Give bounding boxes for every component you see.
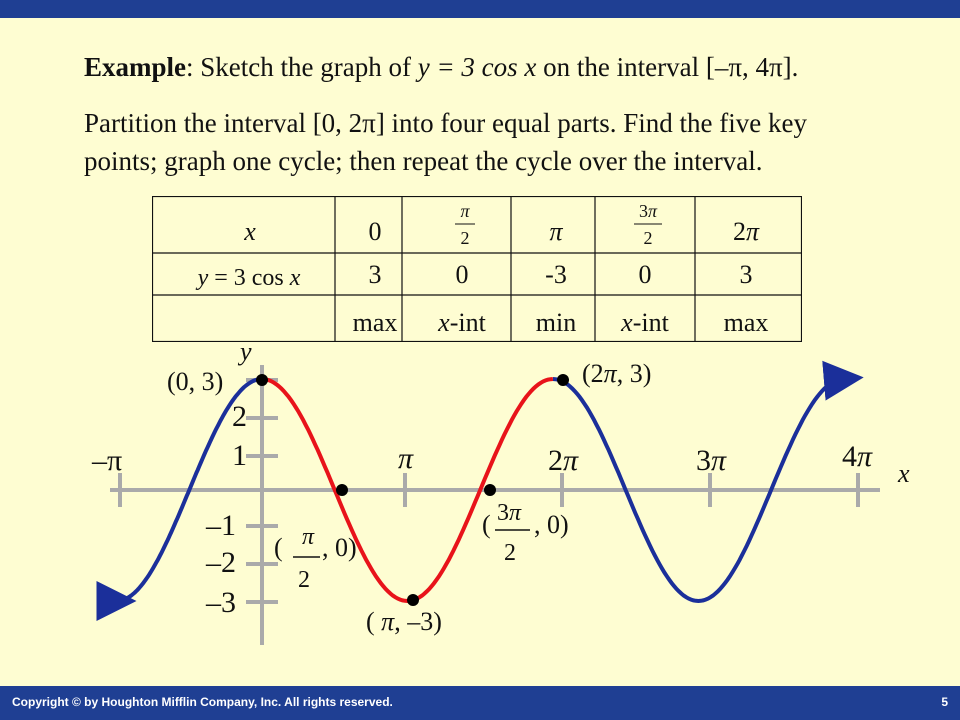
y-tick-label: –3 bbox=[206, 586, 236, 619]
y-axis-label: y bbox=[240, 337, 252, 366]
svg-text:3π: 3π bbox=[497, 500, 522, 526]
svg-text:2: 2 bbox=[460, 228, 470, 248]
table-x-value: π bbox=[549, 217, 563, 246]
table-point-type: min bbox=[535, 308, 577, 337]
instructions-line-2: points; graph one cycle; then repeat the cycle over the interval. bbox=[84, 146, 763, 176]
svg-text:, 0): , 0) bbox=[322, 533, 357, 562]
x-tick-label: –π bbox=[92, 444, 123, 477]
table-x-header: x bbox=[244, 217, 256, 246]
y-tick-label: –1 bbox=[206, 509, 236, 542]
key-point-min bbox=[407, 594, 419, 606]
y-tick-label: –2 bbox=[206, 546, 236, 579]
footer-bar bbox=[0, 686, 960, 720]
table-x-value: 0 bbox=[368, 217, 382, 246]
y-tick-label: 2 bbox=[232, 400, 247, 433]
table-x-value: 2π bbox=[732, 217, 760, 246]
svg-text:π: π bbox=[302, 524, 315, 550]
point-label-max: (2π, 3) bbox=[582, 359, 652, 388]
point-label-xint bbox=[274, 524, 357, 593]
point-label-xint bbox=[482, 500, 569, 566]
example-interval: on the interval [–π, 4π]. bbox=[536, 52, 799, 82]
table-y-value: 3 bbox=[368, 260, 382, 289]
svg-text:(: ( bbox=[482, 510, 491, 539]
x-tick-label: 2π bbox=[548, 444, 579, 477]
x-axis-label: x bbox=[898, 459, 910, 488]
point-label-max: (0, 3) bbox=[167, 367, 224, 396]
svg-text:, 0): , 0) bbox=[534, 510, 569, 539]
instructions-line-1: Partition the interval [0, 2π] into four equal parts. Find the five key bbox=[84, 108, 807, 138]
key-point-xint bbox=[336, 484, 348, 496]
example-text: : Sketch the graph of bbox=[186, 52, 418, 82]
svg-text:2: 2 bbox=[298, 567, 310, 593]
table-y-header: y = 3 cos x bbox=[197, 265, 301, 291]
copyright-text: Copyright © by Houghton Mifflin Company, Inc. All rights reserved. bbox=[12, 695, 393, 709]
key-point-max bbox=[557, 374, 569, 386]
x-tick-label: 4π bbox=[842, 440, 873, 473]
example-equation: y = 3 cos x bbox=[417, 52, 537, 82]
y-tick-label: 1 bbox=[232, 439, 247, 472]
table-point-type: x-int bbox=[621, 308, 669, 337]
table-y-value: -3 bbox=[545, 260, 567, 289]
table-x-value: 3π bbox=[638, 201, 658, 221]
svg-text:(: ( bbox=[274, 533, 283, 562]
table-y-value: 3 bbox=[739, 260, 753, 289]
x-tick-label: 3π bbox=[696, 444, 727, 477]
table-x-value: π bbox=[460, 201, 470, 221]
table-y-value: 0 bbox=[455, 260, 469, 289]
svg-text:2: 2 bbox=[643, 228, 653, 248]
table-point-type: max bbox=[352, 308, 398, 337]
table-point-type: x-int bbox=[438, 308, 486, 337]
slide-number: 5 bbox=[941, 695, 948, 709]
svg-text:2: 2 bbox=[504, 540, 516, 566]
example-label: Example bbox=[84, 52, 187, 82]
table-y-value: 0 bbox=[638, 260, 652, 289]
table-point-type: max bbox=[723, 308, 769, 337]
x-tick-label: π bbox=[398, 442, 414, 475]
key-point-xint bbox=[484, 484, 496, 496]
point-label-min: ( π, –3) bbox=[366, 607, 442, 636]
key-point-max bbox=[256, 374, 268, 386]
